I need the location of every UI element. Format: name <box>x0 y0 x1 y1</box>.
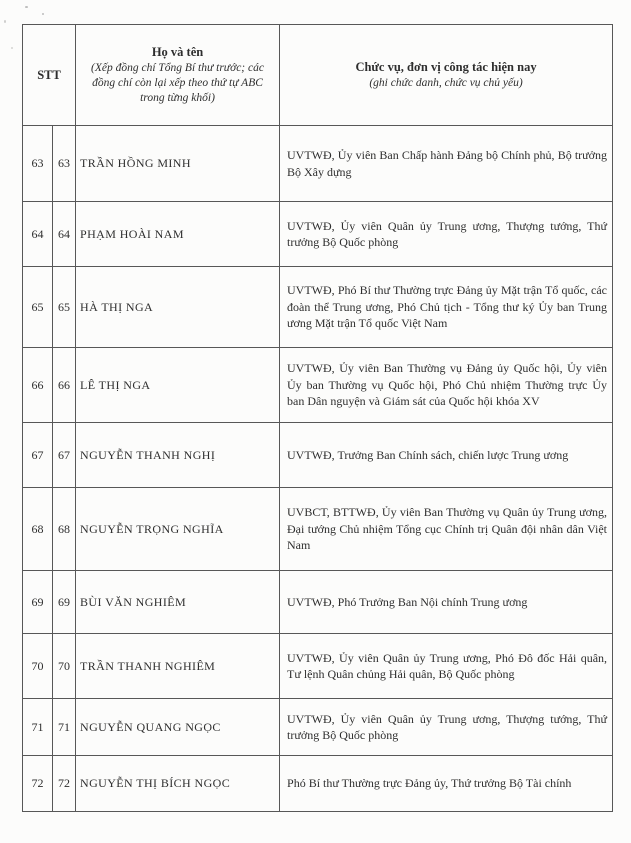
stt-cell: 72 <box>23 756 53 812</box>
header-stt: STT <box>23 25 76 126</box>
stt-cell: 64 <box>23 202 53 267</box>
name-cell: HÀ THỊ NGA <box>76 267 280 348</box>
stt-cell-secondary: 69 <box>53 571 76 634</box>
stt-cell-secondary: 64 <box>53 202 76 267</box>
header-position <box>280 25 613 126</box>
table-row <box>23 488 613 571</box>
header-position-title: Chức vụ, đơn vị công tác hiện nay <box>355 60 537 74</box>
position-cell: UVTWĐ, Ủy viên Quân ủy Trung ương, Thượng tướng, Thứ trưởng Bộ Quốc phòng <box>280 202 613 267</box>
table-row <box>23 423 613 488</box>
stt-cell-secondary: 68 <box>53 488 76 571</box>
header-name <box>76 25 280 126</box>
stt-cell: 65 <box>23 267 53 348</box>
position-cell: UVTWĐ, Phó Bí thư Thường trực Đảng ủy Mặt trận Tổ quốc, các đoàn thể Trung ương, Phó Chủ tịch - Tổng thư ký Ủy ban Trung ương Mặt trận Tổ quốc Việt Nam <box>280 267 613 348</box>
table-row <box>23 571 613 634</box>
name-cell: NGUYỄN QUANG NGỌC <box>76 699 280 756</box>
stt-cell-secondary: 63 <box>53 126 76 202</box>
name-cell: TRẦN THANH NGHIÊM <box>76 634 280 699</box>
header-name-subtitle: (Xếp đồng chí Tổng Bí thư trước; các đồng chí còn lại xếp theo thứ tự ABC trong từng khối) <box>91 62 264 104</box>
name-cell: NGUYỄN THỊ BÍCH NGỌC <box>76 756 280 812</box>
stt-cell: 67 <box>23 423 53 488</box>
stt-cell-secondary: 66 <box>53 348 76 423</box>
table-row <box>23 634 613 699</box>
header-position-subtitle: (ghi chức danh, chức vụ chủ yếu) <box>369 77 523 89</box>
stt-cell-secondary: 71 <box>53 699 76 756</box>
name-cell: BÙI VĂN NGHIÊM <box>76 571 280 634</box>
stt-cell-secondary: 70 <box>53 634 76 699</box>
stt-cell: 71 <box>23 699 53 756</box>
position-cell: UVTWĐ, Ủy viên Quân ủy Trung ương, Phó Đô đốc Hải quân, Tư lệnh Quân chủng Hải quân, Bộ Quốc phòng <box>280 634 613 699</box>
position-cell: UVTWĐ, Phó Trưởng Ban Nội chính Trung ương <box>280 571 613 634</box>
table-row <box>23 202 613 267</box>
scan-speck <box>11 47 13 49</box>
name-cell: PHẠM HOÀI NAM <box>76 202 280 267</box>
table-row <box>23 699 613 756</box>
personnel-roster-table <box>22 24 613 812</box>
position-cell: UVTWĐ, Ủy viên Ban Thường vụ Đảng ủy Quốc hội, Ủy viên Ủy ban Thường vụ Quốc hội, Phó Chủ nhiệm Thường trực Ủy ban Dân nguyện và Giám sát của Quốc hội khóa XV <box>280 348 613 423</box>
table-header-row <box>23 25 613 126</box>
name-cell: NGUYỄN TRỌNG NGHĨA <box>76 488 280 571</box>
name-cell: LÊ THỊ NGA <box>76 348 280 423</box>
stt-cell: 69 <box>23 571 53 634</box>
table-row <box>23 348 613 423</box>
header-name-title: Họ và tên <box>151 45 204 59</box>
stt-cell: 70 <box>23 634 53 699</box>
position-cell: UVBCT, BTTWĐ, Ủy viên Ban Thường vụ Quân ủy Trung ương, Đại tướng Chủ nhiệm Tổng cục Chính trị Quân đội nhân dân Việt Nam <box>280 488 613 571</box>
table-row <box>23 126 613 202</box>
position-cell: UVTWĐ, Ủy viên Ban Chấp hành Đảng bộ Chính phủ, Bộ trưởng Bộ Xây dựng <box>280 126 613 202</box>
stt-cell-secondary: 72 <box>53 756 76 812</box>
table-row <box>23 756 613 812</box>
stt-cell-secondary: 67 <box>53 423 76 488</box>
stt-cell: 63 <box>23 126 53 202</box>
scan-speck <box>42 13 44 15</box>
position-cell: Phó Bí thư Thường trực Đảng ủy, Thứ trưởng Bộ Tài chính <box>280 756 613 812</box>
scan-speck <box>4 20 6 23</box>
stt-cell: 68 <box>23 488 53 571</box>
position-cell: UVTWĐ, Trưởng Ban Chính sách, chiến lược Trung ương <box>280 423 613 488</box>
position-cell: UVTWĐ, Ủy viên Quân ủy Trung ương, Thượng tướng, Thứ trưởng Bộ Quốc phòng <box>280 699 613 756</box>
scan-speck <box>25 6 28 8</box>
name-cell: NGUYỄN THANH NGHỊ <box>76 423 280 488</box>
table-row <box>23 267 613 348</box>
stt-cell: 66 <box>23 348 53 423</box>
name-cell: TRẦN HỒNG MINH <box>76 126 280 202</box>
stt-cell-secondary: 65 <box>53 267 76 348</box>
